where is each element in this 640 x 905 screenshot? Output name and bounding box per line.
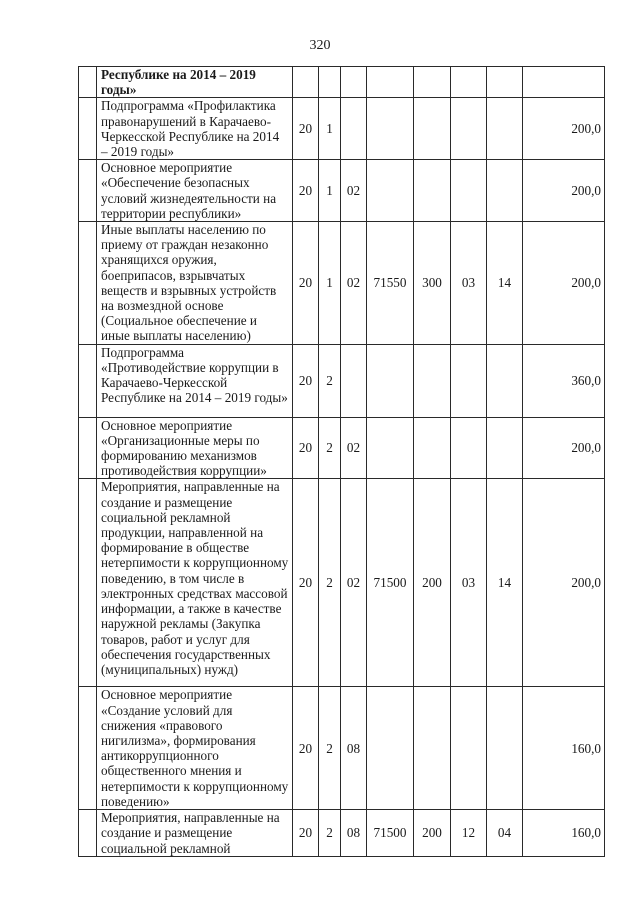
code-cell-c1: 20 bbox=[293, 222, 319, 345]
code-cell-c7 bbox=[487, 98, 523, 160]
amount-cell: 200,0 bbox=[523, 222, 605, 345]
code-cell-c6 bbox=[451, 98, 487, 160]
code-cell-c6 bbox=[451, 344, 487, 417]
row-index-cell bbox=[79, 98, 97, 160]
code-cell-c7 bbox=[487, 344, 523, 417]
code-cell-c5: 200 bbox=[414, 810, 451, 857]
code-cell-c6 bbox=[451, 417, 487, 479]
code-cell-c3: 02 bbox=[341, 222, 367, 345]
code-cell-c1 bbox=[293, 67, 319, 98]
code-cell-c1: 20 bbox=[293, 417, 319, 479]
code-cell-c3: 02 bbox=[341, 479, 367, 687]
table-row bbox=[79, 479, 605, 687]
item-name-cell: Подпрограмма «Противодействие коррупции в Карачаево-Черкесской Республике на 2014 – 2019 годы» bbox=[97, 344, 293, 417]
code-cell-c5: 300 bbox=[414, 222, 451, 345]
code-cell-c2: 2 bbox=[319, 344, 341, 417]
amount-cell: 360,0 bbox=[523, 344, 605, 417]
code-cell-c7 bbox=[487, 160, 523, 222]
code-cell-c4: 71500 bbox=[367, 479, 414, 687]
item-name-cell: Подпрограмма «Профилактика правонарушений в Карачаево-Черкесской Республике на 2014 – 2019 годы» bbox=[97, 98, 293, 160]
code-cell-c1: 20 bbox=[293, 479, 319, 687]
code-cell-c5 bbox=[414, 160, 451, 222]
budget-table bbox=[78, 66, 605, 857]
code-cell-c4 bbox=[367, 160, 414, 222]
table-row bbox=[79, 98, 605, 160]
amount-cell: 160,0 bbox=[523, 810, 605, 857]
code-cell-c5 bbox=[414, 687, 451, 810]
page-number: 320 bbox=[309, 38, 331, 53]
code-cell-c3: 02 bbox=[341, 160, 367, 222]
code-cell-c2: 1 bbox=[319, 222, 341, 345]
code-cell-c6 bbox=[451, 160, 487, 222]
code-cell-c4 bbox=[367, 344, 414, 417]
code-cell-c3: 08 bbox=[341, 687, 367, 810]
table-row bbox=[79, 222, 605, 345]
item-name-cell: Основное мероприятие «Организационные меры по формированию механизмов противодействия коррупции» bbox=[97, 417, 293, 479]
code-cell-c3 bbox=[341, 98, 367, 160]
code-cell-c5 bbox=[414, 417, 451, 479]
item-name-cell: Основное мероприятие «Обеспечение безопасных условий жизнедеятельности на территории республики» bbox=[97, 160, 293, 222]
row-index-cell bbox=[79, 687, 97, 810]
amount-cell bbox=[523, 67, 605, 98]
code-cell-c2: 1 bbox=[319, 98, 341, 160]
table-row bbox=[79, 417, 605, 479]
code-cell-c2: 2 bbox=[319, 687, 341, 810]
code-cell-c6: 03 bbox=[451, 222, 487, 345]
code-cell-c2: 2 bbox=[319, 417, 341, 479]
code-cell-c4: 71500 bbox=[367, 810, 414, 857]
row-index-cell bbox=[79, 222, 97, 345]
code-cell-c7 bbox=[487, 687, 523, 810]
item-name-cell: Мероприятия, направленные на создание и размещение социальной рекламной продукции, направленной на формирование в обществе нетерпимости к коррупционному поведению, в том числе в электронных средствах массовой информации, а также в качестве наружной рекламы (Закупка товаров, работ и услуг для обеспечения государственных (муниципальных) нужд) bbox=[97, 479, 293, 687]
code-cell-c6 bbox=[451, 687, 487, 810]
amount-cell: 200,0 bbox=[523, 479, 605, 687]
item-name-cell: Основное мероприятие «Создание условий для снижения «правового нигилизма», формирования антикоррупционного общественного мнения и нетерпимости к коррупционному поведению» bbox=[97, 687, 293, 810]
code-cell-c7 bbox=[487, 67, 523, 98]
code-cell-c2 bbox=[319, 67, 341, 98]
amount-cell: 160,0 bbox=[523, 687, 605, 810]
code-cell-c1: 20 bbox=[293, 687, 319, 810]
item-name-cell: Республике на 2014 – 2019 годы» bbox=[97, 67, 293, 98]
code-cell-c2: 2 bbox=[319, 479, 341, 687]
amount-cell: 200,0 bbox=[523, 417, 605, 479]
table-row bbox=[79, 810, 605, 857]
code-cell-c7: 14 bbox=[487, 222, 523, 345]
code-cell-c1: 20 bbox=[293, 160, 319, 222]
code-cell-c3: 02 bbox=[341, 417, 367, 479]
code-cell-c7: 04 bbox=[487, 810, 523, 857]
code-cell-c7 bbox=[487, 417, 523, 479]
code-cell-c5: 200 bbox=[414, 479, 451, 687]
row-index-cell bbox=[79, 160, 97, 222]
code-cell-c1: 20 bbox=[293, 344, 319, 417]
amount-cell: 200,0 bbox=[523, 160, 605, 222]
code-cell-c7: 14 bbox=[487, 479, 523, 687]
table-row bbox=[79, 344, 605, 417]
code-cell-c1: 20 bbox=[293, 98, 319, 160]
row-index-cell bbox=[79, 479, 97, 687]
table-row bbox=[79, 687, 605, 810]
amount-cell: 200,0 bbox=[523, 98, 605, 160]
item-name-cell: Мероприятия, направленные на создание и размещение социальной рекламной bbox=[97, 810, 293, 857]
code-cell-c1: 20 bbox=[293, 810, 319, 857]
code-cell-c2: 1 bbox=[319, 160, 341, 222]
code-cell-c6: 03 bbox=[451, 479, 487, 687]
table-row bbox=[79, 160, 605, 222]
row-index-cell bbox=[79, 67, 97, 98]
code-cell-c3 bbox=[341, 344, 367, 417]
code-cell-c4 bbox=[367, 687, 414, 810]
code-cell-c6 bbox=[451, 67, 487, 98]
item-name-cell: Иные выплаты населению по приему от граждан незаконно хранящихся оружия, боеприпасов, взрывчатых веществ и взрывных устройств на возмездной основе (Социальное обеспечение и иные выплаты населению) bbox=[97, 222, 293, 345]
row-index-cell bbox=[79, 810, 97, 857]
code-cell-c5 bbox=[414, 67, 451, 98]
code-cell-c5 bbox=[414, 98, 451, 160]
code-cell-c4 bbox=[367, 67, 414, 98]
code-cell-c6: 12 bbox=[451, 810, 487, 857]
code-cell-c4: 71550 bbox=[367, 222, 414, 345]
row-index-cell bbox=[79, 344, 97, 417]
code-cell-c4 bbox=[367, 98, 414, 160]
code-cell-c3 bbox=[341, 67, 367, 98]
code-cell-c3: 08 bbox=[341, 810, 367, 857]
code-cell-c2: 2 bbox=[319, 810, 341, 857]
code-cell-c5 bbox=[414, 344, 451, 417]
row-index-cell bbox=[79, 417, 97, 479]
table-row bbox=[79, 67, 605, 98]
code-cell-c4 bbox=[367, 417, 414, 479]
